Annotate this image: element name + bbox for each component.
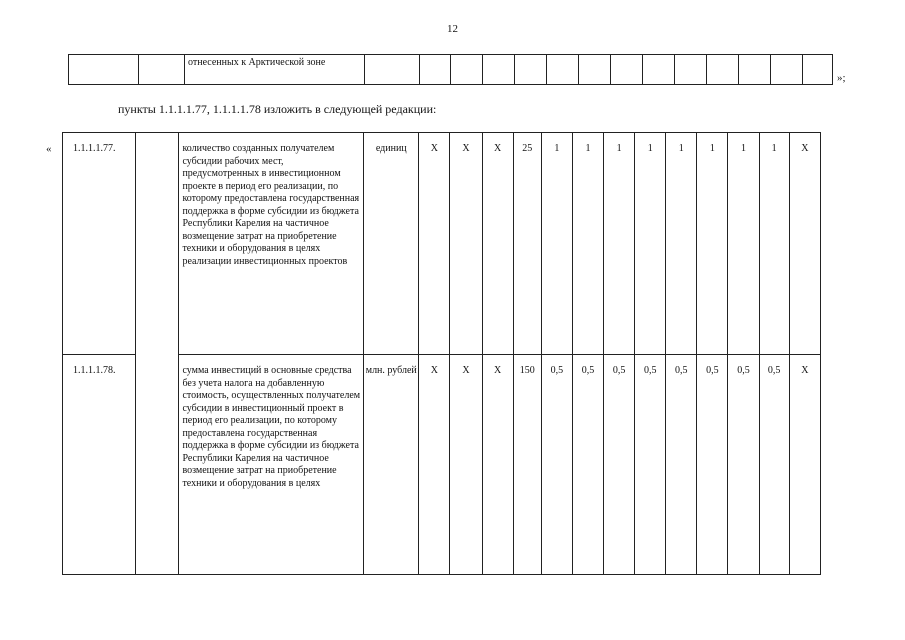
- cell: [707, 55, 739, 85]
- value-cell: Х: [450, 133, 482, 355]
- intro-text: пункты 1.1.1.1.77, 1.1.1.1.78 изложить в следующей редакции:: [118, 102, 437, 116]
- value-cell: 1: [572, 133, 603, 355]
- value-cell: Х: [450, 355, 482, 575]
- value-cell: 1: [541, 133, 572, 355]
- value-cell: 0,5: [604, 355, 635, 575]
- empty-cell: [136, 133, 179, 575]
- cell: [451, 55, 483, 85]
- cell: [483, 55, 515, 85]
- continued-table: [68, 54, 833, 85]
- arctic-zone-text: отнесенных к Арктической зоне: [185, 55, 365, 85]
- value-cell: 1: [635, 133, 666, 355]
- value-cell: Х: [419, 133, 450, 355]
- value-cell: 25: [513, 133, 541, 355]
- cell: [515, 55, 547, 85]
- closing-quote: »;: [837, 72, 846, 84]
- row-description: сумма инвестиций в основные средства без учета налога на добавленную стоимость, осуществленных получателем субсидии в инвестиционный проект в период его реализации, по которому предоставлена государственная поддержка в форме субсидии из бюджета Республики Карелия на частичное возмещение затрат на приобретение техники и оборудования в целях: [179, 355, 364, 575]
- cell: [139, 55, 185, 85]
- value-cell: Х: [419, 355, 450, 575]
- value-cell: Х: [482, 133, 513, 355]
- value-cell: 0,5: [541, 355, 572, 575]
- cell: [803, 55, 833, 85]
- value-cell: 1: [759, 133, 789, 355]
- table-row: [63, 133, 821, 355]
- row-unit: единиц: [364, 133, 419, 355]
- cell: [579, 55, 611, 85]
- value-cell: Х: [789, 133, 820, 355]
- page-number: 12: [447, 23, 458, 35]
- opening-quote: «: [46, 143, 52, 155]
- value-cell: Х: [789, 355, 820, 575]
- row-code: 1.1.1.1.77.: [63, 133, 136, 355]
- value-cell: 150: [513, 355, 541, 575]
- value-cell: 0,5: [759, 355, 789, 575]
- cell: [547, 55, 579, 85]
- value-cell: 0,5: [666, 355, 697, 575]
- row-code: 1.1.1.1.78.: [63, 355, 136, 575]
- value-cell: 0,5: [728, 355, 759, 575]
- value-cell: 1: [666, 133, 697, 355]
- cell: [420, 55, 451, 85]
- value-cell: 1: [604, 133, 635, 355]
- cell: [771, 55, 803, 85]
- indicators-table: [62, 132, 821, 575]
- cell: [69, 55, 139, 85]
- cell: [611, 55, 643, 85]
- value-cell: 0,5: [697, 355, 728, 575]
- row-unit: млн. рублей: [364, 355, 419, 575]
- cell: [675, 55, 707, 85]
- value-cell: 1: [697, 133, 728, 355]
- cell: [365, 55, 420, 85]
- cell: [739, 55, 771, 85]
- value-cell: 1: [728, 133, 759, 355]
- cell: [643, 55, 675, 85]
- value-cell: Х: [482, 355, 513, 575]
- value-cell: 0,5: [572, 355, 603, 575]
- value-cell: 0,5: [635, 355, 666, 575]
- row-description: количество созданных получателем субсидии рабочих мест, предусмотренных в инвестиционном проекте в период его реализации, по которому предоставлена государственная поддержка в форме субсидии из бюджета Республики Карелия на частичное возмещение затрат на приобретение техники и оборудования в целях реализации инвестиционных проектов: [179, 133, 364, 355]
